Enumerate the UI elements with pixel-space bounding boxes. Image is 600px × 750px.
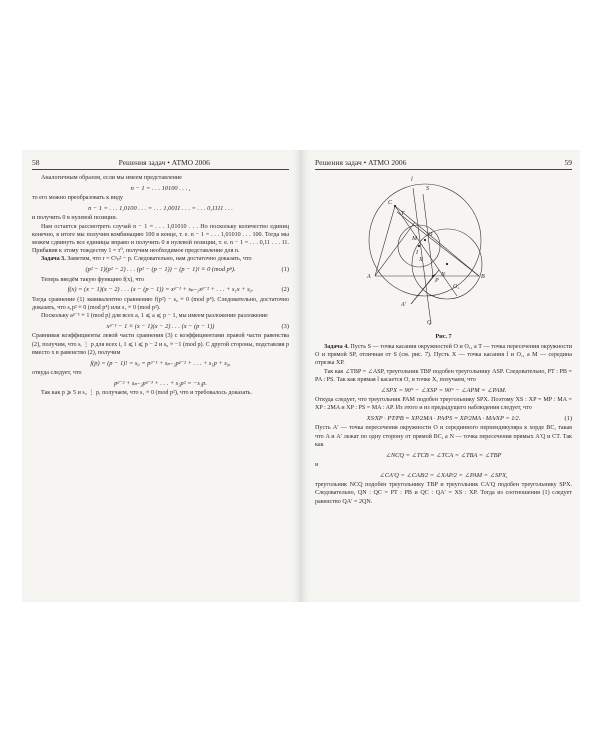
task-paragraph <box>32 255 289 263</box>
left-page-text <box>32 174 289 397</box>
formula-text: n − 1 = . . . 10100 . . . , <box>130 184 191 192</box>
right-page <box>301 150 580 602</box>
label-s: S <box>426 186 429 192</box>
paragraph: Аналогичным образом, если мы имеем представление <box>41 175 182 181</box>
task-text: Пусть S — точка касания окружностей O и O₁, а T — точка пересечения окружности O и прямой SP, отличная от S (см. рис. 7). Пусть X — точка касания l и O₁, а M — середина отрезка XP. <box>315 344 572 367</box>
label-a-prime: A′ <box>401 302 406 308</box>
label-o: O <box>428 232 433 238</box>
equation-number: (1) <box>281 266 289 274</box>
formula-text: ∠CA′Q = ∠CAB⁄2 = ∠XAP⁄2 = ∠PAM = ∠SPX, <box>379 471 508 479</box>
label-n: N <box>441 272 446 278</box>
running-title-right: Решения задач • АТМО 2006 <box>315 158 407 167</box>
formula <box>32 285 289 294</box>
paragraph: Так как ∠TBP = ∠ASP, треугольник TBP подобен треугольнику ASP. Следовательно, PT : PB = PA : PS. Так как прямая l касается O₁ в точке X, получаем, что <box>315 368 572 383</box>
formula-text: f(p) = (p − 1)! = s₀ = pᵖ⁻¹ + sₚ₋₂pᵖ⁻² + . . . + s₁p + s₀, <box>90 359 231 367</box>
paragraph: и <box>315 462 319 469</box>
formula-text: pᵖ⁻² + sₚ₋₂pᵖ⁻³ + . . . + s₂p² = −s₁p. <box>114 379 207 387</box>
formula-text: n − 1 = . . . 1,0100 . . . = . . . 1,0011 . . . = . . . 0,1111 . . . <box>88 204 233 212</box>
task-text: Заметим, что r = Cᵖₚ² − p. Следовательно, нам достаточно доказать, что <box>65 256 252 263</box>
task-paragraph <box>315 343 572 368</box>
right-page-text <box>315 343 572 506</box>
label-c: C <box>388 200 393 206</box>
figure-7 <box>315 174 572 332</box>
figure-caption: Рис. 7 <box>435 333 452 340</box>
label-b: B <box>481 274 485 280</box>
page-number-right: 59 <box>564 158 572 167</box>
left-page <box>22 150 301 602</box>
running-header-right <box>315 150 572 170</box>
running-header-left <box>32 150 289 170</box>
formula <box>32 322 289 331</box>
formula-text: (p² − 1)(p² − 2) . . . (p² − (p − 1)) − (p − 1)! ≡ 0 (mod pⁿ). <box>85 266 236 274</box>
equation-number: (1) <box>564 414 572 422</box>
paragraph: Так как p ⩾ 5 и s₂ ⋮ p, получаем, что s₁ ≡ 0 (mod p²), что и требовалось доказать. <box>41 390 252 397</box>
formula-text: XS⁄XP · PT⁄PB = XP⁄2MA · PA⁄PS = XP⁄2MA · MA⁄XP = 1⁄2. <box>366 414 521 422</box>
figure-labels <box>315 174 572 332</box>
paragraph: откуда следует, что <box>32 370 82 377</box>
paragraph: и получить 0 в нулевой позиции. <box>32 215 118 222</box>
label-q: Q <box>427 320 432 326</box>
formula-text: ∠NCQ = ∠TCB = ∠TCA = ∠TBA = ∠TBP <box>385 451 502 459</box>
label-i: I <box>416 250 418 256</box>
running-title-left: Решения задач • АТМО 2006 <box>118 158 210 167</box>
paragraph: Тогда сравнение (1) эквивалентно сравнению f(p²) − s₀ ≡ 0 (mod p⁴). Следовательно, достаточно доказать, что s₁p² ≡ 0 (mod p⁴) или s₁ ≡ 0 (mod p²). <box>32 296 289 312</box>
label-x: X <box>419 257 423 263</box>
equation-number: (3) <box>281 322 289 330</box>
formula-text: xᵖ⁻¹ − 1 ≡ (x − 1)(x − 2) . . . (x − (p − 1)) <box>106 322 215 330</box>
label-t: T <box>401 211 405 217</box>
formula <box>32 359 289 368</box>
paragraph: Поскольку aᵖ⁻¹ ≡ 1 (mod p) для всех a, 1 ⩽ a ⩽ p − 1, мы имеем разложение разложение <box>41 313 268 320</box>
paragraph: Пусть A′ — точка пересечения окружности O и серединного перпендикуляра к хорде BC, такая что A и A′ лежат по одну сторону от прямой BC, а N — точка пересечения прямых A′Q и CT. Так как <box>315 425 572 448</box>
formula <box>32 204 289 213</box>
label-p: P <box>435 278 439 284</box>
formula <box>32 265 289 274</box>
equation-number: (2) <box>281 286 289 294</box>
label-o1: O₁ <box>453 284 460 290</box>
paragraph: то его можно преобразовать к виду <box>32 195 123 202</box>
paragraph: Откуда следует, что треугольник PAM подобен треугольнику SPX. Поэтому XS : XP = MP : MA = XP : 2MA и XP : PS = MA : AP. Из этого и из предыдущего наблюдения следует, что <box>315 397 572 412</box>
formula <box>32 184 289 193</box>
formula <box>315 414 572 423</box>
paragraph: Нам остается рассмотреть случай n − 1 = . . . 1,01010 . . . Но поскольку количество единиц конечно, в итоге мы получим комбинацию 100 в конце, т. е. n − 1 = . . . 1,01010 . . . 100. Тогда мы можем сдвинуть все единицы вправо и получить 0 в нулевой позиции, т. е. n − 1 = . . . 0,11 . . . 11. Прибавив к этому тождеству 1 = τ⁰, получим необходимое представление для n. <box>32 223 289 255</box>
formula-text: f(x) = (x − 1)(x − 2) . . . (x − (p − 1)) = xᵖ⁻¹ + sₚ₋₂xᵖ⁻² + . . . + s₁x + s₀. <box>67 286 254 294</box>
task-label: Задача 4. <box>324 344 349 350</box>
formula-text: ∠SPX = 90° − ∠XSP = 90° − ∠APM = ∠PAM. <box>380 386 507 394</box>
label-a: A <box>367 274 371 280</box>
page-number-left: 58 <box>32 158 40 167</box>
book-spread <box>22 150 580 602</box>
paragraph: Сравнивая коэффициенты левой части сравнения (3) с коэффициентами правой части равенства (2), получим, что sᵢ ⋮ p для всех i, 1 ⩽ i ⩽ p − 2 и s₀ ≡ −1 (mod p). С другой стороны, подставляя p вместо x в равенство (2), получим <box>32 333 289 356</box>
formula <box>315 471 572 480</box>
paragraph: треугольник NCQ подобен треугольнику TBP и треугольник CA′Q подобен треугольнику SPX. Следовательно, QN : QC = PT : PB и QC : QA′ = XS : XP. Тогда из соотношения (1) следует равенство QA′ = 2QN. <box>315 482 572 505</box>
task-label: Задача 3. <box>41 256 66 263</box>
label-m: M <box>412 236 417 242</box>
formula <box>315 386 572 395</box>
formula <box>315 451 572 460</box>
paragraph: Теперь введём такую функцию f(x), что <box>41 276 145 283</box>
formula <box>32 379 289 388</box>
label-l: l <box>411 177 413 183</box>
